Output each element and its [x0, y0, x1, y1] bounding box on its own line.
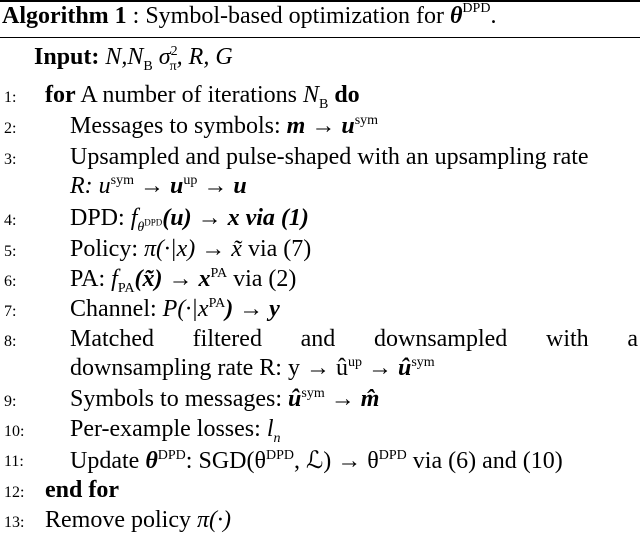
line-13: 13: Remove policy π(·)	[4, 507, 231, 533]
line-9: 9: Symbols to messages: $û^{sym}$ → m̂	[4, 386, 380, 412]
line-5: 5: Policy: π(·|x) → x̃ via (7)	[4, 236, 312, 262]
line-8: 8: Matched filtered and downsampled with a	[4, 326, 638, 352]
line-7: 7: Channel: $P(\cdot|x^{PA}) \to y$	[4, 296, 280, 322]
input-line: Input: $N,N_B$ $\sigma^2_\pi$, R, G	[34, 44, 233, 74]
line-3: 3: Upsampled and pulse-shaped with an upsampling rate	[4, 144, 589, 170]
line-8-cont: downsampling rate R: $y \to û^{up}$ → $û^{sym}$	[70, 355, 435, 381]
top-rule	[0, 0, 640, 2]
line-1: 1: for A number of iterations $N_B$ do	[4, 82, 360, 112]
title-rule	[0, 37, 640, 38]
line-2: 2: Messages to symbols: $m \to u^{sym}$	[4, 113, 379, 139]
line-3-cont: R: $u^{sym} \to u^{up} \to u$	[70, 173, 247, 199]
algorithm-title: Algorithm 1 : Symbol-based optimization for $\theta^{DPD}$.	[2, 1, 497, 29]
line-12: 12: end for	[4, 477, 119, 503]
line-6: 6: PA: $f_{PA}(x̃) \to x^{PA}$ via (2)	[4, 266, 297, 296]
line-4: 4: DPD: $f_{\theta^{DPD}}(u) \to x$ via (1)	[4, 205, 309, 235]
line-10: 10: Per-example losses: $l_n$	[4, 416, 281, 446]
line-11: 11: Update $\theta^{DPD}$: $SGD(\theta^{DPD}$, ℒ) → $\theta^{DPD}$ via (6) and (10)	[4, 448, 563, 474]
